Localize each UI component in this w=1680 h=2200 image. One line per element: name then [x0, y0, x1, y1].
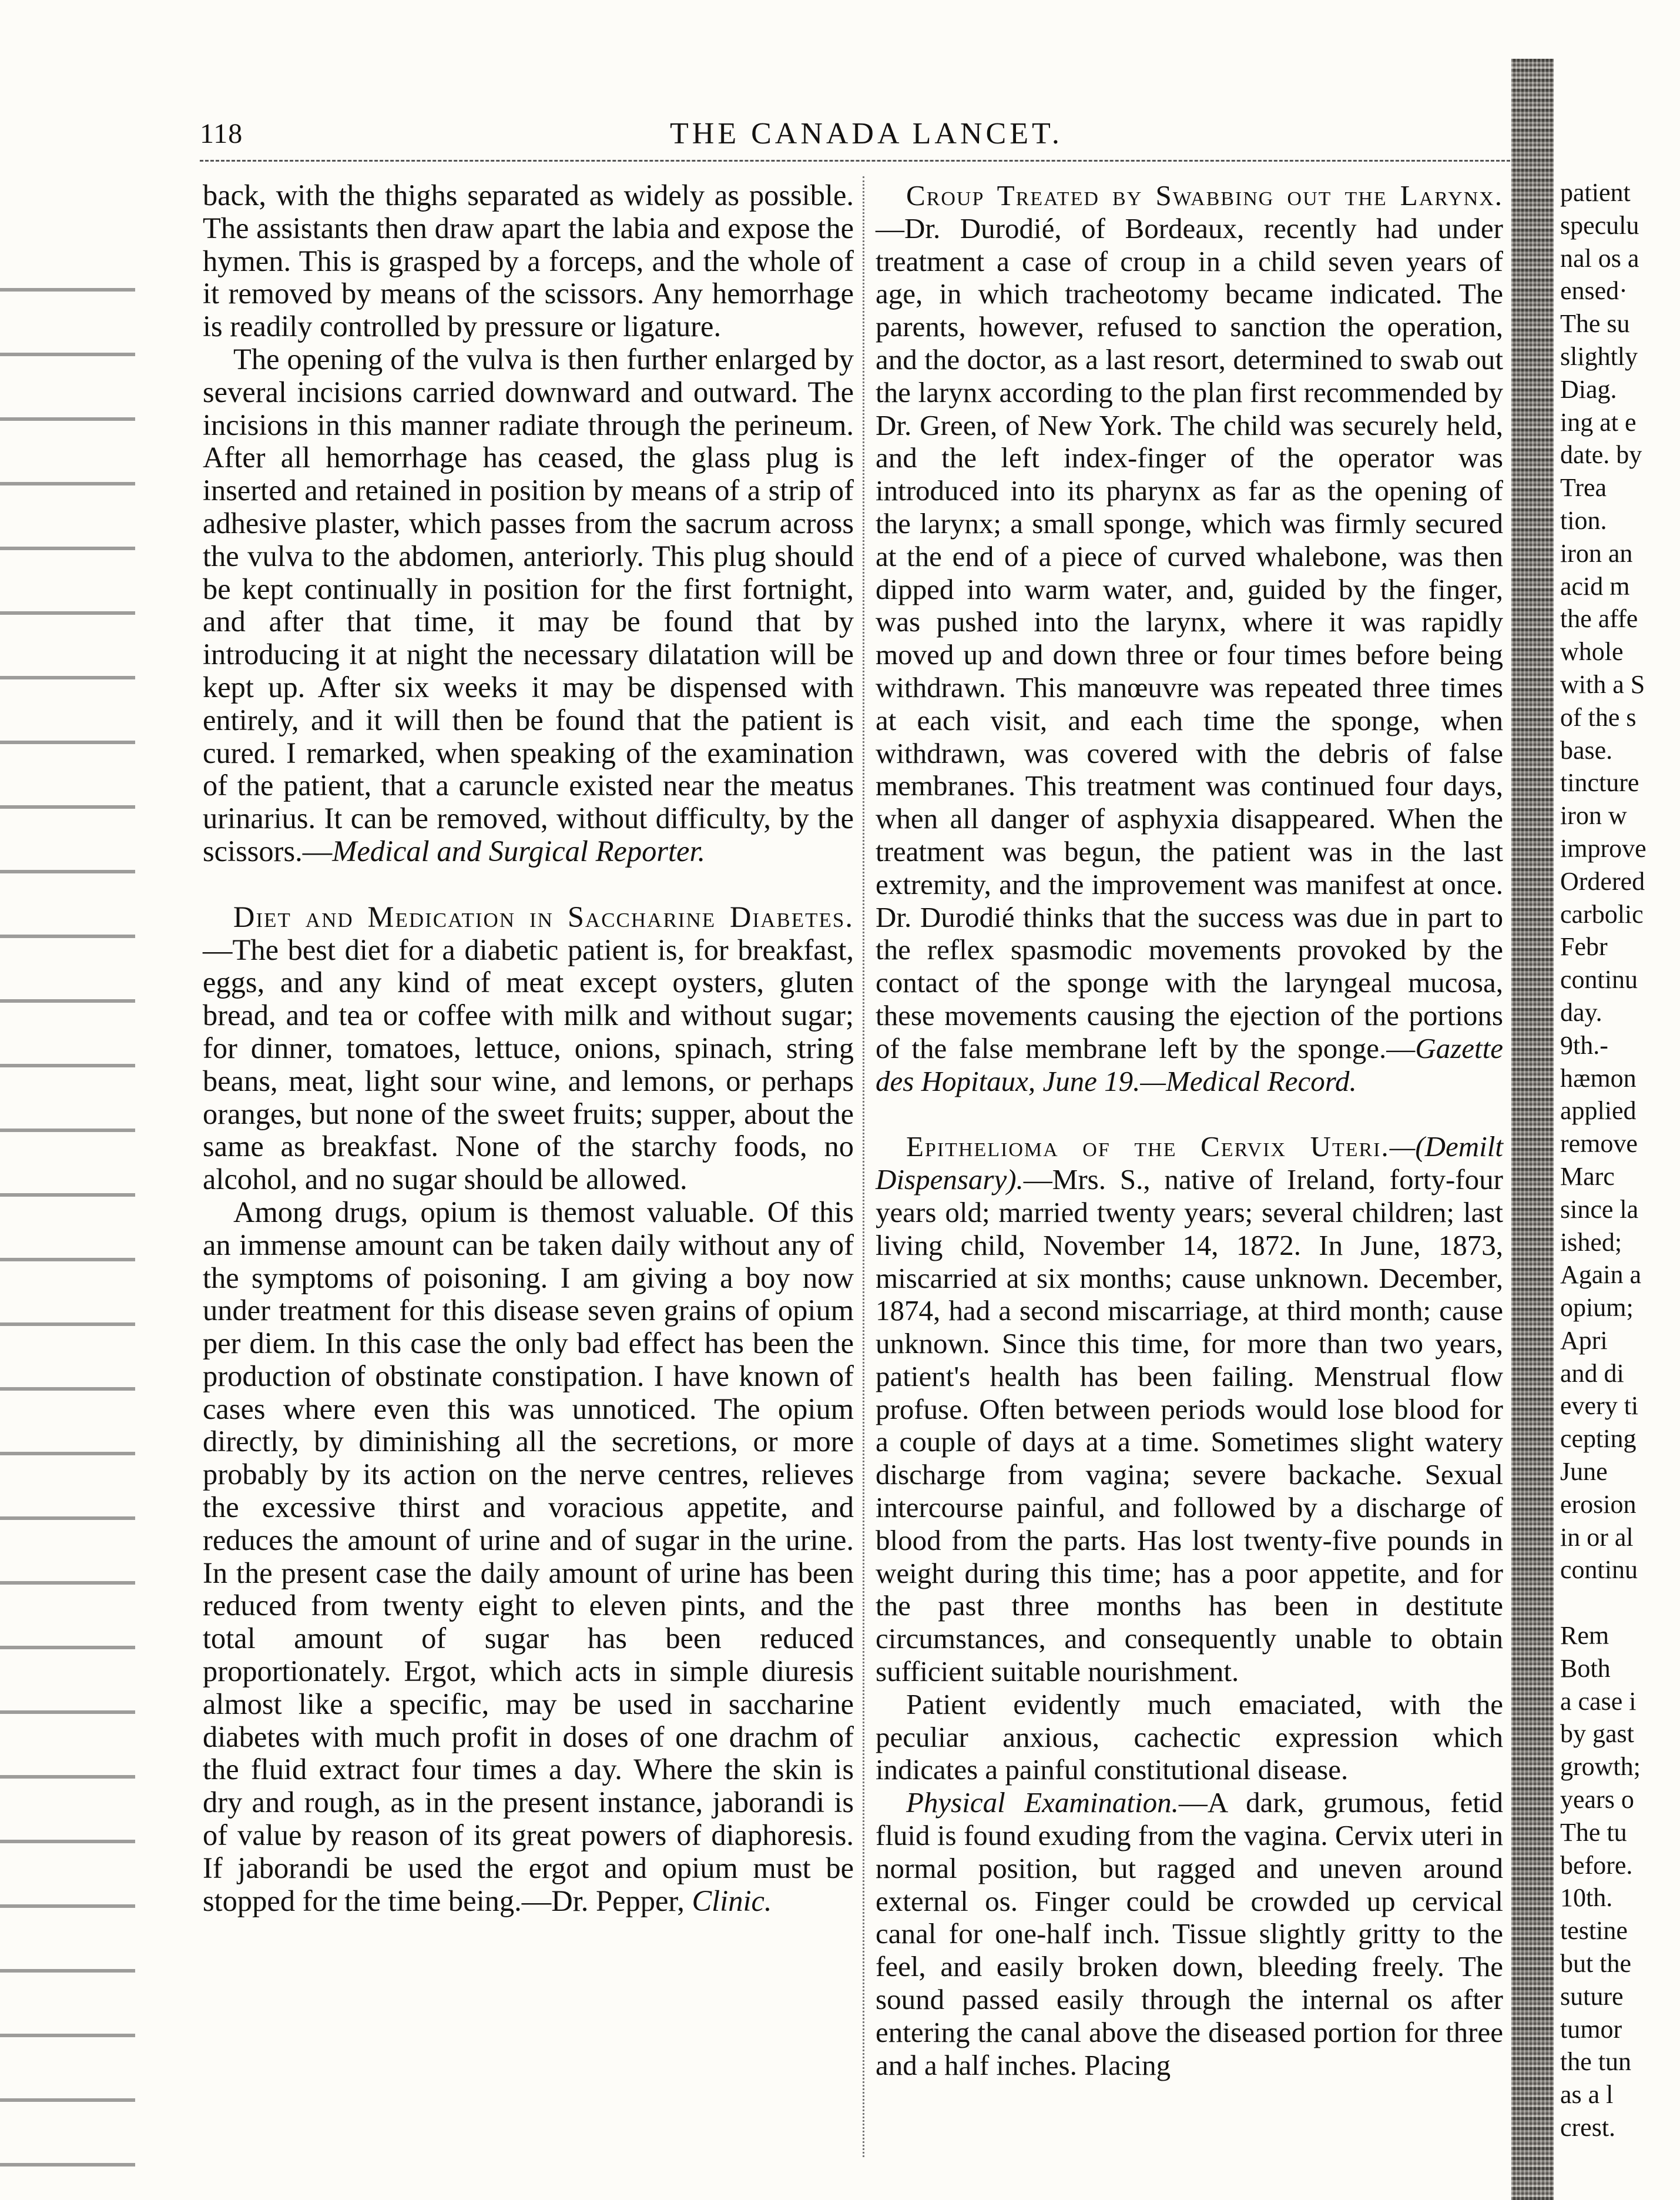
- facing-page-line: Again a: [1560, 1260, 1642, 1290]
- facing-page-line: applied: [1560, 1096, 1637, 1126]
- section-lead: Physical Examination.: [906, 1786, 1179, 1819]
- facing-page-line: growth;: [1560, 1752, 1641, 1782]
- facing-page-line: day.: [1560, 997, 1602, 1027]
- facing-page-line: crest.: [1560, 2113, 1616, 2142]
- heading-source: —(Demilt Dispensary).: [876, 1130, 1503, 1196]
- facing-page-line: a case i: [1560, 1686, 1637, 1716]
- facing-page-line: patient: [1560, 178, 1631, 207]
- facing-page-line: nal os a: [1560, 243, 1639, 273]
- facing-page-line: since la: [1560, 1194, 1639, 1224]
- facing-page-line: slightly: [1560, 341, 1638, 371]
- facing-page-line: in or al: [1560, 1522, 1634, 1552]
- article-continuation: back, with the thighs separated as widely as possible. The assistants then draw apart the labia and expose the hymen. This is grasped by a forceps, and the whole of it removed by means of the scissors. Any hemorrhage is readily controlled by pressure or ligature.: [203, 179, 854, 343]
- facing-page-line: June: [1560, 1457, 1608, 1486]
- facing-page-line: tincture: [1560, 768, 1639, 798]
- facing-page-line: [1560, 1586, 1680, 1619]
- facing-page-line: hæmon: [1560, 1063, 1637, 1093]
- article-paragraph: Physical Examination.—A dark, grumous, fetid fluid is found exuding from the vagina. Cervix uteri in normal position, but ragged and uneven around external os. Finger could be crowded up cervical canal for one-half inch. Tissue slightly gritty to the feel, and easily broken down, bleeding freely. The sound passed easily through the internal os after entering the canal above the diseased portion for three and a half inches. Placing: [876, 1786, 1503, 2081]
- source-citation: Gazette des Hopitaux, June 19.—Medical Record.: [876, 1032, 1503, 1097]
- book-binding-gutter: [1511, 59, 1554, 2200]
- facing-page-line: 10th.: [1560, 1883, 1613, 1913]
- gutter-bleed-through: [0, 253, 135, 2192]
- article-paragraph: Among drugs, opium is themost valuable. Of this an immense amount can be taken daily without any of the symptoms of poisoning. I am giving a boy now under treatment for this disease seven grains of opium per diem. In this case the only bad effect has been the production of obstinate constipation. I have known of cases where even this was unnoticed. The opium directly, by diminishing all the secretions, or more probably by its action on the nerve centres, relieves the excessive thirst and voracious appetite, and reduces the amount of urine and of sugar in the urine. In the present case the daily amount of urine has been reduced from twenty eight to eleven pints, and the total amount of sugar has been reduced proportionately. Ergot, which acts in simple diuresis almost like a specific, may be used in saccharine diabetes with much profit in doses of one drachm of the fluid extract four times a day. Where the skin is dry and rough, as in the present instance, jaborandi is of value by reason of its great powers of diaphoresis. If jaborandi be used the ergot and opium must be stopped for the time being.—Dr. Pepper, Clinic.: [203, 1195, 854, 1917]
- facing-page-line: speculu: [1560, 210, 1639, 240]
- facing-page-line: ing at e: [1560, 407, 1637, 437]
- article-heading: Diet and Medication in Saccharine Diabetes.: [233, 900, 854, 933]
- article-diabetes: Diet and Medication in Saccharine Diabetes.—The best diet for a diabetic patient is, for breakfast, eggs, and any kind of meat except oysters, gluten bread, and tea or coffee with milk and without sugar; for dinner, tomatoes, lettuce, onions, spinach, string beans, meat, light sour wine, and lemons, or perhaps oranges, but none of the sweet fruits; supper, about the same as breakfast. None of the starchy foods, no alcohol, and no sugar should be allowed.: [203, 900, 854, 1196]
- facing-page-line: whole: [1560, 637, 1624, 667]
- running-title: THE CANADA LANCET.: [670, 117, 1063, 150]
- column-divider: [863, 176, 864, 2157]
- page-header: [200, 112, 1493, 159]
- facing-page-line: and di: [1560, 1358, 1624, 1388]
- facing-page-line: remove: [1560, 1129, 1638, 1158]
- facing-page-line: acid m: [1560, 571, 1630, 601]
- facing-page-line: by gast: [1560, 1719, 1634, 1749]
- facing-page-line: years o: [1560, 1785, 1634, 1814]
- facing-page-line: iron w: [1560, 801, 1627, 831]
- facing-page-line: suture: [1560, 1981, 1624, 2011]
- facing-page-line: ensed·: [1560, 276, 1628, 306]
- facing-page-line: base.: [1560, 735, 1613, 765]
- facing-page-line: the affe: [1560, 604, 1638, 634]
- article-paragraph: Patient evidently much emaciated, with the peculiar anxious, cachectic expression which indicates a painful constitutional disease.: [876, 1687, 1503, 1786]
- facing-page-line: Marc: [1560, 1161, 1615, 1191]
- facing-page-line: Trea: [1560, 473, 1607, 503]
- facing-page-line: tumor: [1560, 2014, 1622, 2044]
- article-paragraph: The opening of the vulva is then further enlarged by several incisions carried downward and outward. The incisions in this manner radiate through the perineum. After all hemorrhage has ceased, the glass plug is inserted and retained in position by means of a strip of adhesive plaster, which passes from the sacrum across the vulva to the abdomen, anteriorly. This plug should be kept continually in position for the first fortnight, and after that time, it may be found that by introducing it at night the necessary dilatation will be kept up. After six weeks it may be dispensed with entirely, and it will then be found that the patient is cured. I remarked, when speaking of the examination of the patient, that a caruncle existed near the meatus urinarius. It can be removed, without difficulty, by the scissors.—Medical and Surgical Reporter.: [203, 342, 854, 868]
- facing-page-line: Rem: [1560, 1621, 1609, 1650]
- source-citation: Clinic.: [692, 1884, 772, 1917]
- facing-page-line: Febr: [1560, 932, 1608, 962]
- facing-page-line: Both: [1560, 1653, 1611, 1683]
- facing-page-line: of the s: [1560, 702, 1637, 732]
- facing-page-line: Apri: [1560, 1325, 1608, 1355]
- facing-page-line: erosion: [1560, 1489, 1637, 1519]
- facing-page-line: testine: [1560, 1916, 1628, 1945]
- facing-page-line: date. by: [1560, 440, 1642, 470]
- facing-page-line: improve: [1560, 833, 1647, 863]
- facing-page-line: as a l: [1560, 2080, 1614, 2109]
- facing-page-line: cepting: [1560, 1424, 1637, 1454]
- facing-page-fragment: [1560, 176, 1680, 2144]
- article-heading: Epithelioma of the Cervix Uteri.: [906, 1130, 1390, 1163]
- article-croup: Croup Treated by Swabbing out the Larynx.—Dr. Durodié, of Bordeaux, recently had under treatment a case of croup in a child seven years of age, in which tracheotomy became indicated. The parents, however, refused to sanction the operation, and the doctor, as a last resort, determined to swab out the larynx according to the plan first recommended by Dr. Green, of New York. The child was securely held, and the left index-finger of the operator was introduced into its pharynx as far as the opening of the larynx; a small sponge, which was firmly secured at the end of a piece of curved whalebone, was then dipped into warm water, and, guided by the finger, was pushed into the larynx, where it was rapidly moved up and down three or four times before being withdrawn. This manœuvre was repeated three times at each visit, and each time the sponge, when withdrawn, was covered with the debris of false membranes. This treatment was continued four days, when all danger of asphyxia disappeared. When the treatment was begun, the patient was in the last extremity, and the improvement was manifest at once. Dr. Durodié thinks that the success was due in part to the reflex spasmodic movements provoked by the contact of the sponge with the laryngeal mucosa, these movements causing the ejection of the portions of the false membrane left by the sponge.—Gazette des Hopitaux, June 19.—Medical Record.: [876, 179, 1503, 1097]
- facing-page-line: 9th.-: [1560, 1030, 1608, 1060]
- page-number: 118: [200, 118, 243, 149]
- right-column: [876, 179, 1503, 2081]
- facing-page-line: with a S: [1560, 669, 1645, 699]
- facing-page-line: carbolic: [1560, 899, 1644, 929]
- facing-page-line: ished;: [1560, 1227, 1622, 1257]
- facing-page-line: every ti: [1560, 1391, 1639, 1421]
- facing-page-line: Diag.: [1560, 374, 1617, 404]
- facing-page-line: continu: [1560, 965, 1638, 994]
- facing-page-line: Ordered: [1560, 866, 1645, 896]
- facing-page-line: The su: [1560, 309, 1630, 339]
- facing-page-line: tion.: [1560, 505, 1607, 535]
- header-rule: [200, 160, 1510, 162]
- article-epithelioma: Epithelioma of the Cervix Uteri.—(Demilt Dispensary).—Mrs. S., native of Ireland, forty-four years old; married twenty years; several children; last living child, November 14, 1872. In June, 1873, miscarried at six months; cause unknown. December, 1874, had a second miscarriage, at third month; cause unknown. Since this time, for more than two years, patient's health has been failing. Menstrual flow profuse. Often between periods would lose blood for a couple of days at a time. Sometimes slight watery discharge from vagina; severe backache. Sexual intercourse painful, and followed by a discharge of blood from the parts. Has lost twenty-five pounds in weight during this time; has a poor appetite, and for the past three months has been in destitute circumstances, and consequently unable to obtain sufficient suitable nourishment.: [876, 1130, 1503, 1688]
- facing-page-line: but the: [1560, 1949, 1631, 1978]
- left-column: [203, 179, 854, 1917]
- facing-page-line: opium;: [1560, 1293, 1634, 1322]
- facing-page-line: The tu: [1560, 1817, 1627, 1847]
- facing-page-line: iron an: [1560, 538, 1633, 568]
- facing-page-line: continu: [1560, 1555, 1638, 1585]
- facing-page-line: the tun: [1560, 2047, 1631, 2077]
- article-heading: Croup Treated by Swabbing out the Larynx.: [906, 179, 1503, 212]
- source-citation: Medical and Surgical Reporter.: [332, 834, 706, 868]
- facing-page-line: before.: [1560, 1850, 1633, 1880]
